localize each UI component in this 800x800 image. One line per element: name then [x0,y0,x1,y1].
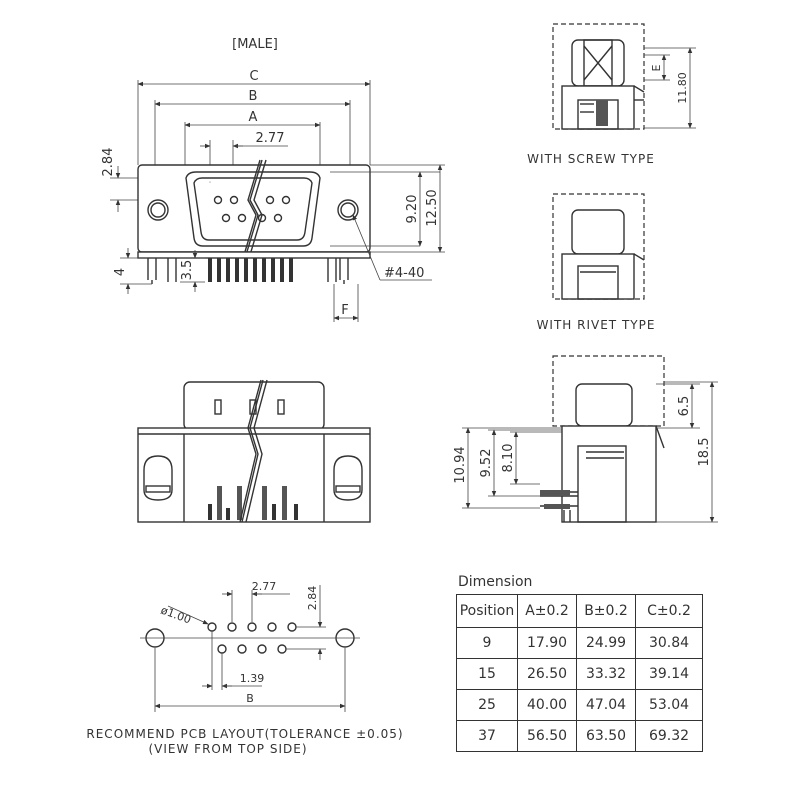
dim-side-18-5-label: 18.5 [697,437,712,467]
pcb-caption-line2: (VIEW FROM TOP SIDE) [148,742,308,756]
cell-c: 30.84 [636,628,703,659]
cell-c: 69.32 [636,721,703,752]
dim-c-label: C [249,69,259,84]
cell-a: 40.00 [518,690,577,721]
pcb-half-pitch-label: 1.39 [239,672,265,685]
header-position: Position [457,595,518,628]
dim-side-8-10-label: 8.10 [501,443,516,473]
dim-screw-height-label: 11.80 [676,72,689,104]
table-row [457,659,703,690]
cell-position: 9 [457,628,518,659]
pcb-hole-diameter-label: ø1.00 [158,603,193,627]
dim-side-10-94-label: 10.94 [453,446,468,484]
cell-b: 47.04 [577,690,636,721]
dimension-table-title: Dimension [458,574,533,590]
table-row [457,690,703,721]
dim-base-label: 4 [113,267,128,277]
header-a: A±0.2 [518,595,577,628]
screw-type-view [527,24,696,166]
cell-b: 63.50 [577,721,636,752]
rivet-type-view [537,194,656,332]
dim-b-label: B [248,89,258,104]
dim-side-6-5-label: 6.5 [677,395,692,417]
dim-side-9-52-label: 9.52 [479,448,494,478]
dim-pitch-label: 2.77 [255,131,285,146]
dim-a-label: A [248,110,258,125]
cell-position: 37 [457,721,518,752]
rear-view [138,380,370,522]
cell-position: 15 [457,659,518,690]
header-c: C±0.2 [636,595,703,628]
header-b: B±0.2 [577,595,636,628]
front-view-title: [MALE] [232,37,278,52]
pcb-pitch-label: 2.77 [251,580,277,593]
cell-c: 53.04 [636,690,703,721]
table-header-row [457,595,703,628]
cell-a: 56.50 [518,721,577,752]
screw-type-caption: WITH SCREW TYPE [527,152,655,166]
dimension-table [456,594,703,752]
dim-pin-length-label: 3.5 [180,259,195,281]
cell-position: 25 [457,690,518,721]
cell-a: 26.50 [518,659,577,690]
front-view [101,37,445,322]
side-view [453,356,718,522]
pcb-b-label: B [246,692,254,705]
pcb-layout-view [86,580,403,756]
solder-tails [208,258,293,282]
cell-b: 33.32 [577,659,636,690]
cell-c: 39.14 [636,659,703,690]
dim-row-offset-label: 2.84 [101,147,116,177]
dim-f-label: F [341,303,349,318]
cell-a: 17.90 [518,628,577,659]
screw-thread-label: #4-40 [384,266,425,281]
table-row [457,721,703,752]
pcb-caption-line1: RECOMMEND PCB LAYOUT(TOLERANCE ±0.05) [86,727,404,741]
pcb-row-label: 2.84 [306,585,319,611]
rivet-type-caption: WITH RIVET TYPE [536,318,656,332]
table-row [457,628,703,659]
dim-outer-height-label: 12.50 [425,189,440,227]
cell-b: 24.99 [577,628,636,659]
dim-e-label: E [650,64,663,72]
dim-inner-height-label: 9.20 [405,194,420,224]
